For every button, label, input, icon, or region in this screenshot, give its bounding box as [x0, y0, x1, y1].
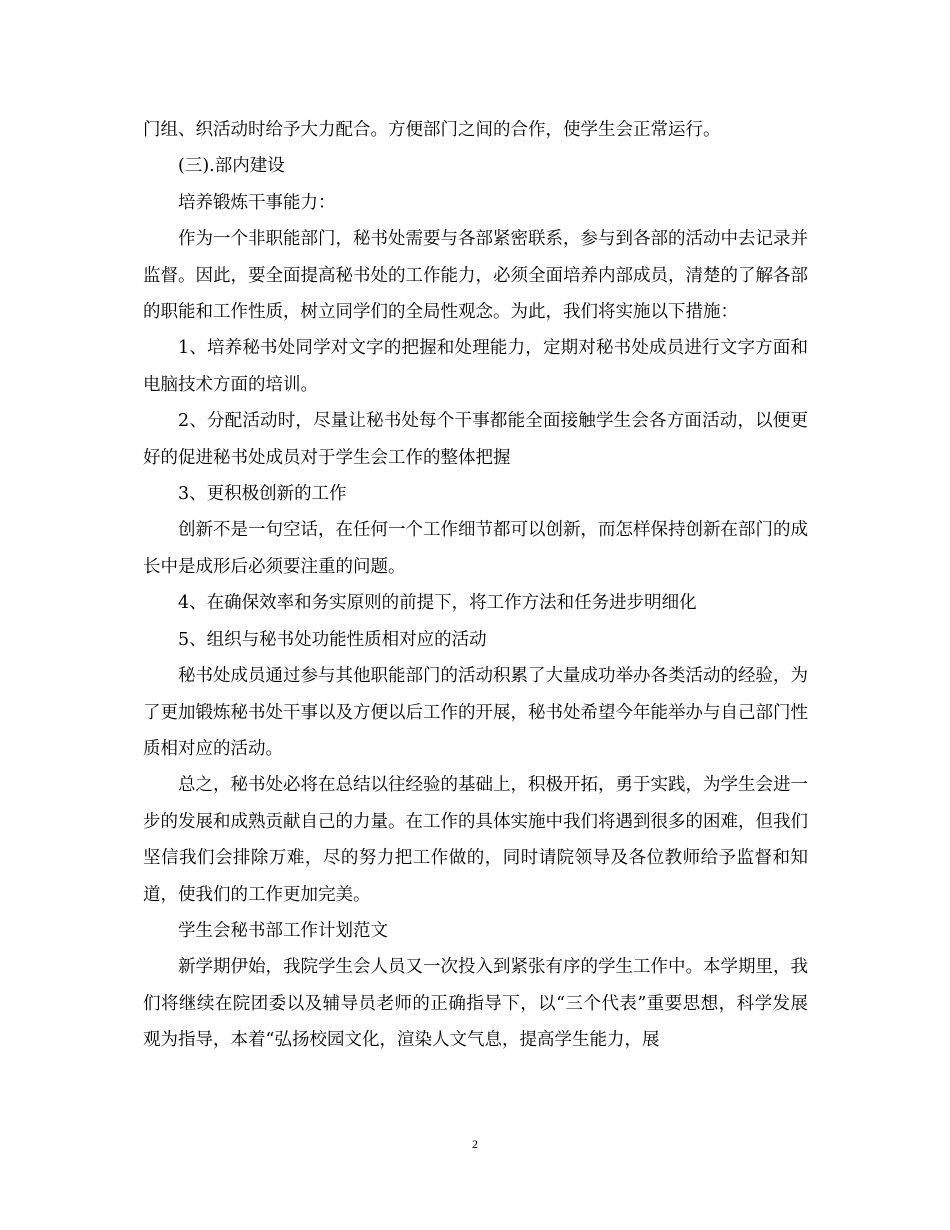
body-text — [143, 112, 808, 1059]
section-title: 学生会秘书部工作计划范文 — [178, 920, 388, 941]
subheading: 培养锻炼干事能力： — [178, 192, 336, 213]
paragraph: 作为一个非职能部门，秘书处需要与各部紧密联系，参与到各部的活动中去记录并监督。因此，要全面提高秘书处的工作能力，必须全面培养内部成员，清楚的了解各部的职能和工作性质，树立同学们的全局性观念。为此，我们将实施以下措施： — [143, 229, 808, 323]
paragraph: 门组、织活动时给予大力配合。方便部门之间的合作，使学生会正常运行。 — [143, 120, 721, 140]
list-item: 1、培养秘书处同学对文字的把握和处理能力，定期对秘书处成员进行文字方面和电脑技术方面的培训。 — [143, 338, 808, 395]
paragraph: 总之，秘书处必将在总结以往经验的基础上，积极开拓，勇于实践，为学生会进一步的发展和成熟贡献自己的力量。在工作的具体实施中我们将遇到很多的困难，但我们坚信我们会排除万难，尽的努力把工作做的，同时请院领导及各位教师给予监督和知道，使我们的工作更加完美。 — [143, 775, 808, 905]
list-item: 5、组织与秘书处功能性质相对应的活动 — [178, 629, 487, 650]
paragraph: 秘书处成员通过参与其他职能部门的活动积累了大量成功举办各类活动的经验，为了更加锻炼秘书处干事以及方便以后工作的开展，秘书处希望今年能举办与自己部门性质相对应的活动。 — [143, 666, 808, 759]
list-item: 4、在确保效率和务实原则的前提下，将工作方法和任务进步明细化 — [178, 593, 697, 614]
list-item: 3、更积极创新的工作 — [178, 484, 347, 505]
paragraph: 新学期伊始，我院学生会人员又一次投入到紧张有序的学生工作中。本学期里，我们将继续在院团委以及辅导员老师的正确指导下，以“三个代表”重要思想，科学发展观为指导，本着“弘扬校园文化，渲染人文气息，提高学生能力，展 — [143, 957, 808, 1051]
list-item: 2、分配活动时，尽量让秘书处每个干事都能全面接触学生会各方面活动，以便更好的促进秘书处成员对于学生会工作的整体把握 — [143, 411, 808, 468]
page-number: 2 — [472, 1137, 478, 1151]
section-heading: (三).部内建设 — [178, 156, 285, 177]
paragraph: 创新不是一句空话，在任何一个工作细节都可以创新，而怎样保持创新在部门的成长中是成形后必须要注重的问题。 — [143, 520, 808, 577]
